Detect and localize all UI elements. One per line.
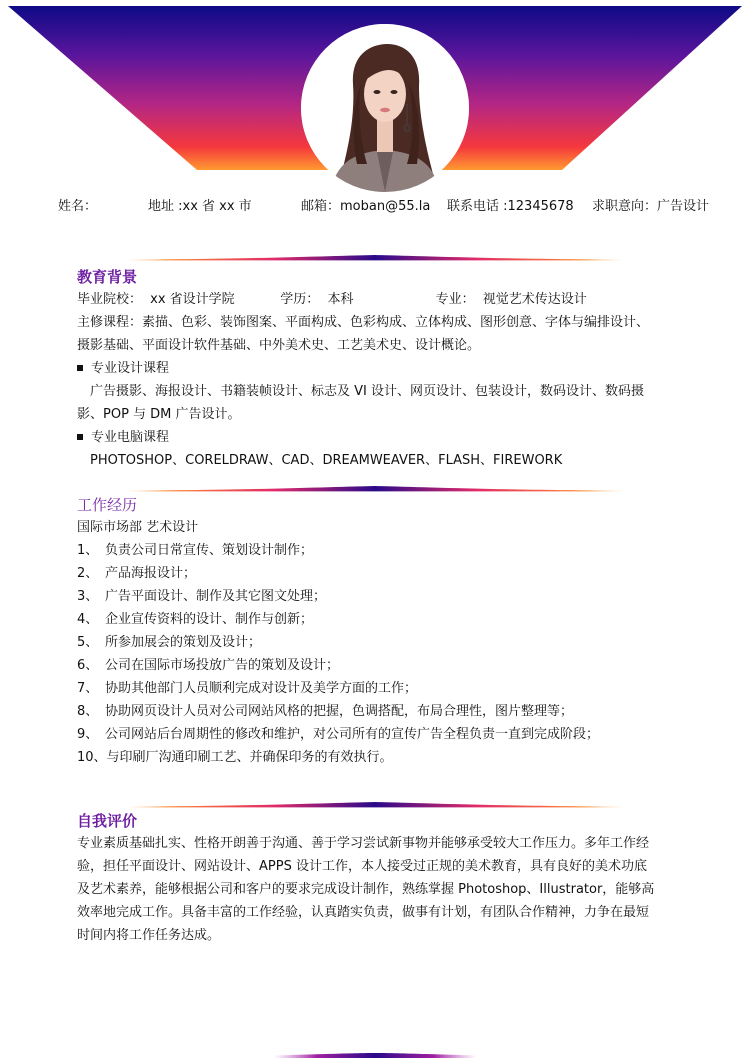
work-item <box>77 562 689 585</box>
computer-courses-list: PHOTOSHOP、CORELDRAW、CAD、DREAMWEAVER、FLASH、FIREWORK <box>90 453 563 468</box>
item-text: 公司在国际市场投放广告的策划及设计； <box>105 658 340 673</box>
item-number: 1、 <box>77 543 99 558</box>
item-number: 4、 <box>77 612 99 627</box>
section-divider <box>0 253 750 261</box>
objective-text: 求职意向：广告设计 <box>592 199 710 214</box>
education-basic-row <box>77 288 689 311</box>
item-text: 与印刷厂沟通印刷工艺、并确保印务的有效执行。 <box>106 750 393 765</box>
design-courses-line: 影、POP 与 DM 广告设计。 <box>77 407 241 422</box>
work-item <box>77 608 689 631</box>
item-number: 7、 <box>77 681 99 696</box>
footer-divider <box>0 1050 750 1058</box>
item-number: 6、 <box>77 658 99 673</box>
self-eval-line: 时间内将工作任务达成。 <box>77 928 221 943</box>
item-text: 负责公司日常宣传、策划设计制作； <box>105 543 314 558</box>
item-number: 9、 <box>77 727 99 742</box>
main-courses-line: 摄影基础、平面设计软件基础、中外美术史、工艺美术史、设计概论。 <box>77 338 481 353</box>
self-eval-line: 效率地完成工作。具备丰富的工作经验，认真踏实负责，做事有计划，有团队合作精神，力争在最短 <box>77 905 650 920</box>
design-courses-title: 专业设计课程 <box>91 361 170 376</box>
item-number: 10、 <box>77 750 107 765</box>
computer-courses-title: 专业电脑课程 <box>91 430 170 445</box>
work-item <box>77 700 689 723</box>
work-item <box>77 539 689 562</box>
item-text: 广告平面设计、制作及其它图文处理； <box>105 589 327 604</box>
major-label: 专业： <box>435 292 475 307</box>
education-section <box>77 266 689 472</box>
item-number: 2、 <box>77 566 99 581</box>
square-bullet-icon <box>77 365 83 371</box>
name-label: 姓名： <box>58 199 98 214</box>
section-divider <box>0 484 750 492</box>
work-item <box>77 746 689 769</box>
design-courses-heading <box>77 357 689 380</box>
contact-info-bar <box>0 195 750 215</box>
major-value: 视觉艺术传达设计 <box>482 292 587 307</box>
email-text: 邮箱：moban@55.la <box>301 199 431 214</box>
section-divider <box>0 800 750 808</box>
degree-label: 学历： <box>280 292 320 307</box>
work-item <box>77 654 689 677</box>
self-eval-line: 专业素质基础扎实、性格开朗善于沟通、善于学习尝试新事物并能够承受较大工作压力。多年工作经 <box>77 836 650 851</box>
school-value: xx 省设计学院 <box>150 292 235 307</box>
item-text: 协助其他部门人员顺利完成对设计及美学方面的工作； <box>105 681 418 696</box>
design-courses-line: 广告摄影、海报设计、书籍装帧设计、标志及 VI 设计、网页设计、包装设计，数码设计、数码摄 <box>90 384 644 399</box>
profile-photo <box>301 24 469 192</box>
item-text: 企业宣传资料的设计、制作与创新； <box>105 612 314 627</box>
work-item <box>77 723 689 746</box>
self-eval-line: 验，担任平面设计、网站设计、APPS 设计工作，本人接受过正规的美术教育，具有良好的美术功底 <box>77 859 647 874</box>
item-text: 所参加展会的策划及设计； <box>105 635 262 650</box>
item-text: 公司网站后台周期性的修改和维护，对公司所有的宣传广告全程负责一直到完成阶段； <box>105 727 600 742</box>
work-item <box>77 677 689 700</box>
main-courses-line: 主修课程：素描、色彩、装饰图案、平面构成、色彩构成、立体构成、图形创意、字体与编排设计、 <box>77 315 650 330</box>
section-title-self-eval: 自我评价 <box>77 812 138 830</box>
item-text: 协助网页设计人员对公司网站风格的把握，色调搭配，布局合理性，图片整理等； <box>105 704 574 719</box>
self-eval-line: 及艺术素养，能够根据公司和客户的要求完成设计制作，熟练掌握 Photoshop、Illustrator，能够高 <box>77 882 655 897</box>
section-title-work: 工作经历 <box>77 496 138 514</box>
avatar <box>301 24 469 192</box>
item-number: 3、 <box>77 589 99 604</box>
item-number: 8、 <box>77 704 99 719</box>
self-eval-section <box>77 810 689 947</box>
address-text: 地址 :xx 省 xx 市 <box>148 199 252 214</box>
work-section <box>77 494 689 769</box>
degree-value: 本科 <box>327 292 354 307</box>
phone-text: 联系电话 :12345678 <box>447 199 574 214</box>
school-label: 毕业院校： <box>77 292 143 307</box>
department-text: 国际市场部 艺术设计 <box>77 520 199 535</box>
square-bullet-icon <box>77 434 83 440</box>
item-text: 产品海报设计； <box>105 566 197 581</box>
item-number: 5、 <box>77 635 99 650</box>
computer-courses-heading <box>77 426 689 449</box>
work-item <box>77 631 689 654</box>
work-item <box>77 585 689 608</box>
section-title-education: 教育背景 <box>77 268 138 286</box>
